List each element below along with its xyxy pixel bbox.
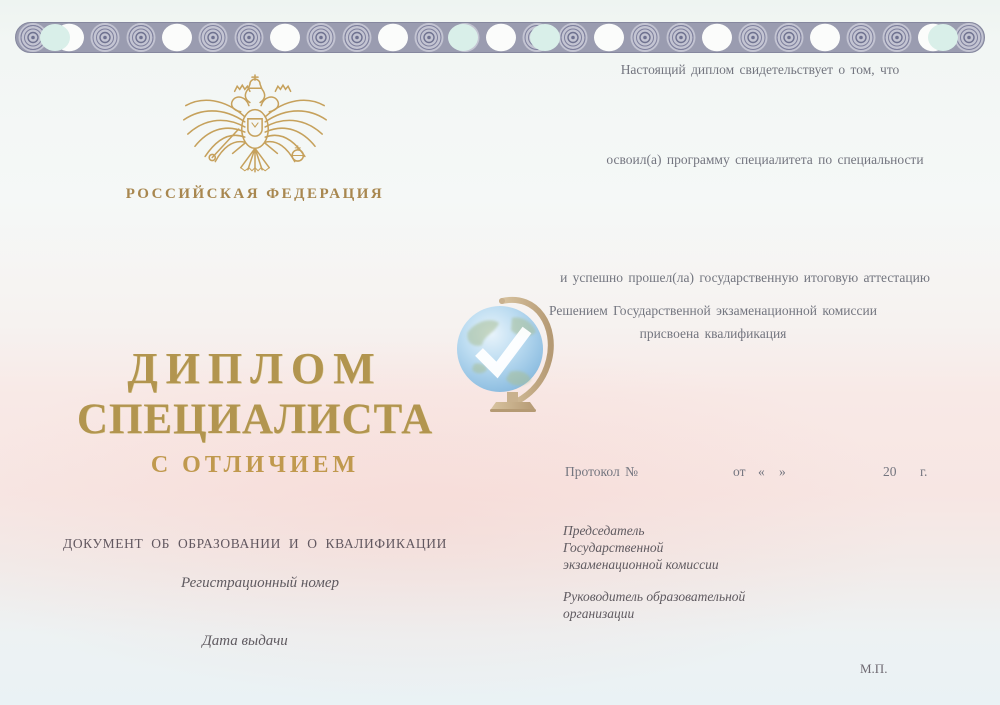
signature-head-line1: Руководитель образовательной xyxy=(563,589,746,604)
protocol-from-label: от xyxy=(733,464,746,479)
coat-of-arms-icon xyxy=(173,72,337,186)
signature-head-line2: организации xyxy=(563,606,635,621)
protocol-number-label: Протокол № xyxy=(565,464,638,479)
signature-chairman-line1: Председатель xyxy=(563,523,645,538)
protocol-quote-close: » xyxy=(779,464,786,479)
statement-certifies: Настоящий диплом свидетельствует о том, что xyxy=(620,62,900,77)
guilloche-band-icon xyxy=(15,22,985,53)
statement-commission-decision: Решением Государственной экзаменационной комиссии xyxy=(549,303,877,318)
protocol-quote-open: « xyxy=(758,464,765,479)
statement-mastered-program: освоил(а) программу специалитета по специальности xyxy=(606,152,924,167)
diploma-title-line1: ДИПЛОМ xyxy=(127,344,383,393)
country-label: РОССИЙСКАЯ ФЕДЕРАЦИЯ xyxy=(125,186,385,202)
signature-head-block xyxy=(563,588,883,622)
protocol-year-suffix: г. xyxy=(920,464,928,479)
statement-passed-attestation: и успешно прошел(ла) государственную итоговую аттестацию xyxy=(560,270,930,285)
signature-chairman-block xyxy=(563,522,883,573)
diploma-title-line2: СПЕЦИАЛИСТА xyxy=(76,396,434,443)
registration-number-label: Регистрационный номер xyxy=(180,575,339,591)
document-type-label: ДОКУМЕНТ ОБ ОБРАЗОВАНИИ И О КВАЛИФИКАЦИИ xyxy=(63,536,447,551)
distinction-label: С ОТЛИЧИЕМ xyxy=(150,452,360,478)
stamp-place-label: М.П. xyxy=(860,661,888,676)
protocol-year-century: 20 xyxy=(883,464,897,479)
signature-chairman-line2: Государственной xyxy=(563,540,664,555)
statement-qualification-awarded: присвоена квалификация xyxy=(639,326,787,341)
issue-date-label: Дата выдачи xyxy=(202,633,288,649)
signature-chairman-line3: экзаменационной комиссии xyxy=(563,557,719,572)
